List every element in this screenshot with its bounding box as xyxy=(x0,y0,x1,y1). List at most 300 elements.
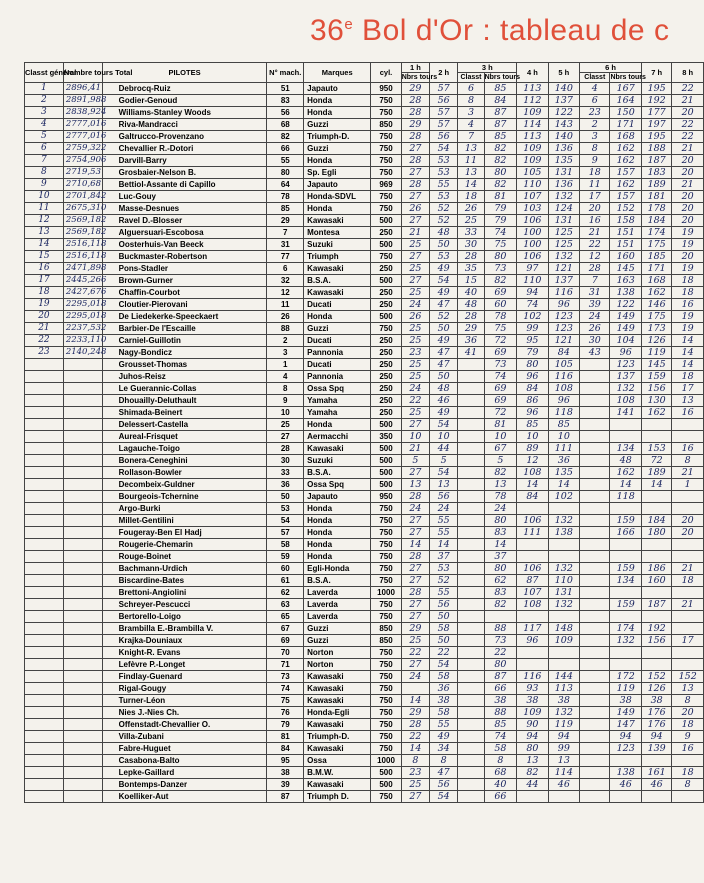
pilotes-cell: Alguersuari-Escobosa xyxy=(102,227,267,239)
total-tours-cell xyxy=(63,779,102,791)
h6-cell: 164 xyxy=(610,95,641,107)
mach-cell: 84 xyxy=(267,743,304,755)
pilotes-cell: Nagy-Bondicz xyxy=(102,347,267,359)
h3-cell: 82 xyxy=(484,467,517,479)
marque-cell: Ossa xyxy=(304,755,371,767)
h5-cell xyxy=(548,539,579,551)
h3-classt-cell xyxy=(458,515,484,527)
h2-cell: 50 xyxy=(430,635,458,647)
h6-cell: 118 xyxy=(610,491,641,503)
h1-cell: 25 xyxy=(401,287,429,299)
mach-cell: 60 xyxy=(267,563,304,575)
h6-cell: 166 xyxy=(610,527,641,539)
h2-cell: 49 xyxy=(430,731,458,743)
h8-cell: 20 xyxy=(672,167,704,179)
pilotes-cell: Debrocq-Ruiz xyxy=(102,83,267,95)
h2-cell: 44 xyxy=(430,443,458,455)
h8-cell: 22 xyxy=(672,131,704,143)
marque-cell: Triumph xyxy=(304,251,371,263)
h4-cell: 108 xyxy=(517,467,548,479)
h5-cell: 148 xyxy=(548,623,579,635)
classt-cell xyxy=(25,527,64,539)
h5-cell: 137 xyxy=(548,275,579,287)
h4-cell xyxy=(517,791,548,803)
h3-cell: 80 xyxy=(484,563,517,575)
h1-cell: 13 xyxy=(401,479,429,491)
h6-classt-cell xyxy=(580,671,610,683)
h6-classt-cell xyxy=(580,707,610,719)
h8-cell: 20 xyxy=(672,107,704,119)
h6-cell: 151 xyxy=(610,239,641,251)
table-row xyxy=(25,539,704,551)
h3-cell: 10 xyxy=(484,431,517,443)
mach-cell: 87 xyxy=(267,791,304,803)
h2-cell: 58 xyxy=(430,623,458,635)
h3-cell: 69 xyxy=(484,287,517,299)
cyl-cell: 750 xyxy=(371,791,401,803)
h2-cell: 52 xyxy=(430,203,458,215)
mach-cell: 79 xyxy=(267,719,304,731)
pilotes-cell: Schreyer-Pescucci xyxy=(102,599,267,611)
h4-cell: 109 xyxy=(517,107,548,119)
col-h6: 6 h xyxy=(580,63,642,73)
total-tours-cell xyxy=(63,623,102,635)
cyl-cell: 750 xyxy=(371,107,401,119)
h3-cell: 79 xyxy=(484,203,517,215)
cyl-cell: 750 xyxy=(371,611,401,623)
mach-cell: 63 xyxy=(267,599,304,611)
pilotes-cell: Lagauche-Toigo xyxy=(102,443,267,455)
cyl-cell: 750 xyxy=(371,731,401,743)
classt-cell xyxy=(25,491,64,503)
h7-cell: 159 xyxy=(641,371,671,383)
pilotes-cell: Rollason-Bowler xyxy=(102,467,267,479)
h3-cell: 58 xyxy=(484,743,517,755)
h8-cell xyxy=(672,503,704,515)
h6-cell: 160 xyxy=(610,251,641,263)
h7-cell: 162 xyxy=(641,287,671,299)
h2-cell: 55 xyxy=(430,719,458,731)
total-tours-cell xyxy=(63,479,102,491)
h6-cell: 104 xyxy=(610,335,641,347)
h4-cell: 12 xyxy=(517,455,548,467)
h2-cell: 10 xyxy=(430,431,458,443)
h3-cell: 74 xyxy=(484,731,517,743)
pilotes-cell: Turner-Léon xyxy=(102,695,267,707)
pilotes-cell: Luc-Gouy xyxy=(102,191,267,203)
cyl-cell: 750 xyxy=(371,647,401,659)
h2-cell: 54 xyxy=(430,419,458,431)
h6-classt-cell xyxy=(580,587,610,599)
table-row xyxy=(25,143,704,155)
h3-classt-cell xyxy=(458,659,484,671)
marque-cell: Egli-Honda xyxy=(304,563,371,575)
h2-cell: 53 xyxy=(430,251,458,263)
h4-cell: 102 xyxy=(517,311,548,323)
h8-cell: 17 xyxy=(672,383,704,395)
h6-classt-cell: 31 xyxy=(580,287,610,299)
h5-cell: 124 xyxy=(548,203,579,215)
h6-classt-cell: 11 xyxy=(580,179,610,191)
total-tours-cell: 2140,248 xyxy=(63,347,102,359)
h6-classt-cell: 2 xyxy=(580,119,610,131)
table-row xyxy=(25,383,704,395)
pilotes-cell: Dhouailly-Deluthault xyxy=(102,395,267,407)
h5-cell xyxy=(548,611,579,623)
h1-cell: 27 xyxy=(401,611,429,623)
marque-cell: Honda xyxy=(304,551,371,563)
cyl-cell: 750 xyxy=(371,563,401,575)
classt-cell xyxy=(25,647,64,659)
cyl-cell: 500 xyxy=(371,479,401,491)
h6-cell: 149 xyxy=(610,311,641,323)
h4-cell: 94 xyxy=(517,287,548,299)
h1-cell: 27 xyxy=(401,143,429,155)
h6-cell: 149 xyxy=(610,707,641,719)
total-tours-cell xyxy=(63,647,102,659)
h3-classt-cell: 28 xyxy=(458,251,484,263)
h7-cell: 184 xyxy=(641,215,671,227)
marque-cell: Guzzi xyxy=(304,623,371,635)
h1-cell: 22 xyxy=(401,395,429,407)
h2-cell: 56 xyxy=(430,95,458,107)
total-tours-cell xyxy=(63,611,102,623)
pilotes-cell: Bonera-Ceneghini xyxy=(102,455,267,467)
h8-cell xyxy=(672,551,704,563)
h5-cell: 135 xyxy=(548,467,579,479)
h8-cell: 20 xyxy=(672,251,704,263)
h8-cell: 16 xyxy=(672,299,704,311)
h1-cell: 27 xyxy=(401,191,429,203)
h4-cell: 107 xyxy=(517,587,548,599)
total-tours-cell xyxy=(63,419,102,431)
h4-cell: 113 xyxy=(517,131,548,143)
h6-classt-cell: 3 xyxy=(580,131,610,143)
cyl-cell: 500 xyxy=(371,779,401,791)
table-row xyxy=(25,659,704,671)
h4-cell: 84 xyxy=(517,491,548,503)
h1-cell: 27 xyxy=(401,167,429,179)
total-tours-cell xyxy=(63,767,102,779)
h6-cell: 96 xyxy=(610,347,641,359)
h6-cell: 134 xyxy=(610,443,641,455)
h1-cell: 29 xyxy=(401,83,429,95)
h3-classt-cell xyxy=(458,779,484,791)
h8-cell: 22 xyxy=(672,83,704,95)
h7-cell xyxy=(641,491,671,503)
h6-classt-cell xyxy=(580,395,610,407)
h2-cell: 34 xyxy=(430,743,458,755)
h7-cell xyxy=(641,539,671,551)
h3-cell: 67 xyxy=(484,443,517,455)
h5-cell xyxy=(548,503,579,515)
h3-cell: 80 xyxy=(484,251,517,263)
h3-classt-cell xyxy=(458,539,484,551)
h1-cell: 28 xyxy=(401,551,429,563)
marque-cell: Honda-SDVL xyxy=(304,191,371,203)
h3-classt-cell xyxy=(458,671,484,683)
h4-cell: 44 xyxy=(517,779,548,791)
h8-cell: 20 xyxy=(672,215,704,227)
col-h3-nbrs: Nbrs tours xyxy=(484,74,520,81)
h3-classt-cell: 3 xyxy=(458,107,484,119)
pilotes-cell: De Liedekerke-Speeckaert xyxy=(102,311,267,323)
mach-cell: 26 xyxy=(267,311,304,323)
h6-classt-cell xyxy=(580,575,610,587)
col-h2: 2 h xyxy=(430,63,458,83)
h5-cell: 10 xyxy=(548,431,579,443)
mach-cell: 51 xyxy=(267,83,304,95)
h5-cell: 132 xyxy=(548,251,579,263)
h5-cell: 131 xyxy=(548,587,579,599)
pilotes-cell: Grousset-Thomas xyxy=(102,359,267,371)
cyl-cell: 500 xyxy=(371,443,401,455)
h6-classt-cell xyxy=(580,383,610,395)
mach-cell: 29 xyxy=(267,215,304,227)
h8-cell xyxy=(672,491,704,503)
cyl-cell: 750 xyxy=(371,515,401,527)
total-tours-cell xyxy=(63,707,102,719)
pilotes-cell: Biscardine-Bates xyxy=(102,575,267,587)
mach-cell: 70 xyxy=(267,647,304,659)
h1-cell: 28 xyxy=(401,95,429,107)
h8-cell xyxy=(672,647,704,659)
marque-cell: Kawasaki xyxy=(304,263,371,275)
cyl-cell: 750 xyxy=(371,191,401,203)
h7-cell xyxy=(641,755,671,767)
h7-cell: 188 xyxy=(641,143,671,155)
h3-cell: 24 xyxy=(484,503,517,515)
h6-classt-cell: 22 xyxy=(580,239,610,251)
h6-classt-cell xyxy=(580,407,610,419)
h3-cell: 85 xyxy=(484,131,517,143)
h7-cell: 174 xyxy=(641,227,671,239)
marque-cell: Aermacchi xyxy=(304,431,371,443)
h1-cell: 26 xyxy=(401,203,429,215)
pilotes-cell: Carniel-Guillotin xyxy=(102,335,267,347)
cyl-cell: 500 xyxy=(371,239,401,251)
h6-cell: 162 xyxy=(610,467,641,479)
h6-classt-cell xyxy=(580,431,610,443)
h8-cell: 14 xyxy=(672,335,704,347)
h6-classt-cell xyxy=(580,455,610,467)
h5-cell: 144 xyxy=(548,671,579,683)
mach-cell: 25 xyxy=(267,419,304,431)
h6-classt-cell: 4 xyxy=(580,83,610,95)
h3-classt-cell xyxy=(458,491,484,503)
h6-classt-cell xyxy=(580,599,610,611)
cyl-cell: 750 xyxy=(371,95,401,107)
classt-cell: 13 xyxy=(25,227,64,239)
h7-cell: 183 xyxy=(641,167,671,179)
classt-cell xyxy=(25,587,64,599)
h3-cell: 74 xyxy=(484,371,517,383)
cyl-cell: 750 xyxy=(371,155,401,167)
h1-cell: 27 xyxy=(401,467,429,479)
table-row xyxy=(25,767,704,779)
h3-classt-cell xyxy=(458,647,484,659)
cyl-cell: 950 xyxy=(371,491,401,503)
h3-cell: 88 xyxy=(484,623,517,635)
h2-cell: 54 xyxy=(430,659,458,671)
h1-cell: 25 xyxy=(401,323,429,335)
h6-cell: 134 xyxy=(610,575,641,587)
total-tours-cell xyxy=(63,719,102,731)
h8-cell xyxy=(672,419,704,431)
h6-cell xyxy=(610,539,641,551)
table-row xyxy=(25,755,704,767)
mach-cell: 78 xyxy=(267,191,304,203)
h6-cell: 159 xyxy=(610,563,641,575)
h4-cell: 96 xyxy=(517,371,548,383)
h2-cell: 52 xyxy=(430,215,458,227)
h4-cell: 117 xyxy=(517,623,548,635)
total-tours-cell xyxy=(63,755,102,767)
h3-classt-cell: 13 xyxy=(458,143,484,155)
table-row xyxy=(25,311,704,323)
mach-cell: 64 xyxy=(267,179,304,191)
mach-cell: 28 xyxy=(267,443,304,455)
pilotes-cell: Shimada-Beinert xyxy=(102,407,267,419)
classt-cell xyxy=(25,407,64,419)
h8-cell: 17 xyxy=(672,635,704,647)
h6-cell: 48 xyxy=(610,455,641,467)
h3-classt-cell xyxy=(458,791,484,803)
h4-cell: 105 xyxy=(517,167,548,179)
h3-classt-cell: 28 xyxy=(458,311,484,323)
h8-cell: 21 xyxy=(672,467,704,479)
marque-cell: Kawasaki xyxy=(304,743,371,755)
h3-cell: 8 xyxy=(484,755,517,767)
h5-cell: 136 xyxy=(548,143,579,155)
h6-classt-cell xyxy=(580,467,610,479)
h8-cell: 1 xyxy=(672,479,704,491)
h6-cell xyxy=(610,659,641,671)
h3-classt-cell xyxy=(458,695,484,707)
h8-cell: 21 xyxy=(672,143,704,155)
h1-cell: 25 xyxy=(401,359,429,371)
mach-cell: 73 xyxy=(267,671,304,683)
total-tours-cell xyxy=(63,359,102,371)
table-row xyxy=(25,215,704,227)
pilotes-cell: Fabre-Huguet xyxy=(102,743,267,755)
total-tours-cell: 2295,018 xyxy=(63,311,102,323)
h3-classt-cell xyxy=(458,407,484,419)
cyl-cell: 250 xyxy=(371,335,401,347)
h7-cell: 195 xyxy=(641,83,671,95)
h1-cell: 10 xyxy=(401,431,429,443)
h8-cell: 14 xyxy=(672,359,704,371)
h5-cell: 94 xyxy=(548,731,579,743)
h2-cell: 50 xyxy=(430,323,458,335)
col-pilotes: PILOTES xyxy=(102,63,267,83)
pilotes-cell: Buckmaster-Robertson xyxy=(102,251,267,263)
h7-cell: 156 xyxy=(641,383,671,395)
h7-cell: 94 xyxy=(641,731,671,743)
h3-cell: 82 xyxy=(484,179,517,191)
h5-cell: 131 xyxy=(548,167,579,179)
classt-cell: 3 xyxy=(25,107,64,119)
mach-cell: 88 xyxy=(267,323,304,335)
mach-cell: 3 xyxy=(267,347,304,359)
h6-classt-cell xyxy=(580,719,610,731)
h6-classt-cell xyxy=(580,491,610,503)
marque-cell: B.S.A. xyxy=(304,275,371,287)
h3-classt-cell: 41 xyxy=(458,347,484,359)
h8-cell: 19 xyxy=(672,311,704,323)
h7-cell xyxy=(641,611,671,623)
h6-cell: 14 xyxy=(610,479,641,491)
total-tours-cell xyxy=(63,671,102,683)
h4-cell: 38 xyxy=(517,695,548,707)
classt-cell: 23 xyxy=(25,347,64,359)
marque-cell: Kawasaki xyxy=(304,683,371,695)
h1-cell: 22 xyxy=(401,647,429,659)
h6-classt-cell: 6 xyxy=(580,95,610,107)
h3-classt-cell xyxy=(458,551,484,563)
classt-cell: 19 xyxy=(25,299,64,311)
h6-cell: 38 xyxy=(610,695,641,707)
classt-cell xyxy=(25,383,64,395)
h3-classt-cell xyxy=(458,575,484,587)
h7-cell: 189 xyxy=(641,467,671,479)
h5-cell: 111 xyxy=(548,443,579,455)
mach-cell: 55 xyxy=(267,155,304,167)
h3-classt-cell: 14 xyxy=(458,179,484,191)
h3-classt-cell xyxy=(458,743,484,755)
h8-cell: 14 xyxy=(672,347,704,359)
h6-cell: 162 xyxy=(610,179,641,191)
h6-cell: 46 xyxy=(610,779,641,791)
h6-cell: 163 xyxy=(610,275,641,287)
pilotes-cell: Brown-Gurner xyxy=(102,275,267,287)
classt-cell: 21 xyxy=(25,323,64,335)
marque-cell: Honda xyxy=(304,527,371,539)
total-tours-cell xyxy=(63,743,102,755)
h2-cell: 53 xyxy=(430,155,458,167)
marque-cell: Laverda xyxy=(304,599,371,611)
total-tours-cell xyxy=(63,491,102,503)
h8-cell: 21 xyxy=(672,599,704,611)
h5-cell: 125 xyxy=(548,239,579,251)
h8-cell: 20 xyxy=(672,527,704,539)
total-tours-cell: 2516,118 xyxy=(63,239,102,251)
pilotes-cell: Barbier-De l'Escaille xyxy=(102,323,267,335)
h6-classt-cell xyxy=(580,359,610,371)
pilotes-cell: Oosterhuis-Van Beeck xyxy=(102,239,267,251)
h5-cell: 99 xyxy=(548,743,579,755)
marque-cell: Honda xyxy=(304,107,371,119)
h7-cell xyxy=(641,647,671,659)
h8-cell: 8 xyxy=(672,779,704,791)
marque-cell: Guzzi xyxy=(304,119,371,131)
h6-classt-cell xyxy=(580,695,610,707)
cyl-cell: 950 xyxy=(371,83,401,95)
h7-cell: 119 xyxy=(641,347,671,359)
h2-cell: 53 xyxy=(430,563,458,575)
h3-classt-cell: 4 xyxy=(458,119,484,131)
h3-cell: 62 xyxy=(484,575,517,587)
table-row xyxy=(25,527,704,539)
h3-cell: 83 xyxy=(484,527,517,539)
h2-cell: 49 xyxy=(430,407,458,419)
h5-cell: 118 xyxy=(548,407,579,419)
h3-cell: 78 xyxy=(484,311,517,323)
table-row xyxy=(25,671,704,683)
h2-cell: 38 xyxy=(430,695,458,707)
table-row xyxy=(25,239,704,251)
h5-cell: 85 xyxy=(548,419,579,431)
